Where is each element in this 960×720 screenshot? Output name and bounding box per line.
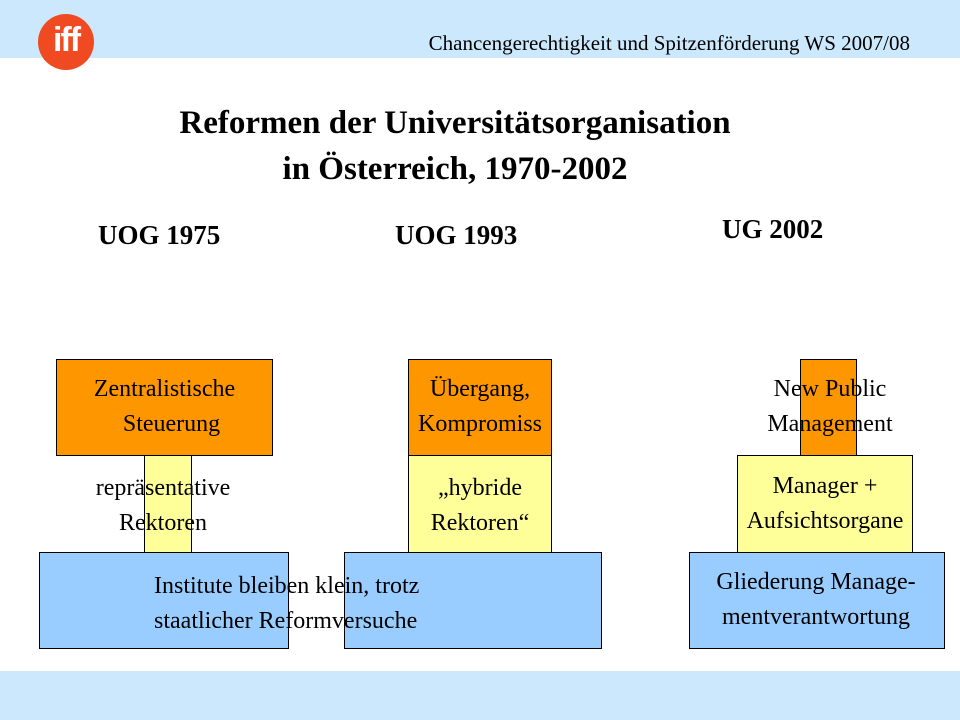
uog1993-middle-line-1: „hybride bbox=[438, 475, 522, 501]
logo-text: iff bbox=[52, 21, 80, 59]
label-uog-1993: UOG 1993 bbox=[395, 220, 518, 250]
uog1975-middle-text bbox=[38, 471, 288, 541]
uog1993-top-line-2: Kompromiss bbox=[417, 411, 542, 437]
ug2002-top-text bbox=[720, 372, 940, 442]
ug2002-middle-line-2: Aufsichtsorgane bbox=[746, 508, 904, 534]
iff-logo bbox=[38, 14, 94, 70]
title-line-1: Reformen der Universitätsorganisation bbox=[179, 105, 731, 141]
ug2002-middle-line-1: Manager + bbox=[772, 473, 878, 499]
uog1975-bottom-line-2: staatlicher Reformversuche bbox=[154, 608, 418, 634]
course-title: Chancengerechtigkeit und Spitzenförderung WS 2007/08 bbox=[428, 31, 910, 55]
uog1975-top-line-1: Zentralistische bbox=[93, 376, 236, 402]
uog1993-middle-line-2: Rektoren“ bbox=[430, 510, 530, 536]
uog1975-bottom-text bbox=[154, 569, 419, 639]
label-ug-2002: UG 2002 bbox=[722, 214, 824, 244]
label-uog-1975: UOG 1975 bbox=[98, 220, 221, 250]
ug2002-top-line-2: Management bbox=[767, 411, 893, 437]
uog1975-middle-line-2: Rektoren bbox=[119, 510, 207, 536]
ug2002-bottom-line-2: mentverantwortung bbox=[722, 604, 910, 630]
uog1975-bottom-line-1: Institute bleiben klein, trotz bbox=[154, 573, 420, 599]
uog1975-middle-line-1: repräsentative bbox=[95, 475, 231, 501]
footer-band bbox=[0, 671, 960, 720]
title-line-2: in Österreich, 1970-2002 bbox=[282, 151, 628, 187]
uog1993-top-line-1: Übergang, bbox=[429, 376, 531, 402]
uog1975-top-text bbox=[56, 372, 273, 442]
uog1993-middle-text bbox=[408, 471, 552, 541]
uog1975-top-line-2: Steuerung bbox=[122, 411, 221, 437]
ug2002-middle-text bbox=[712, 469, 938, 539]
ug2002-bottom-line-1: Gliederung Manage- bbox=[716, 569, 916, 595]
uog1993-top-text bbox=[380, 372, 580, 442]
slide-title bbox=[100, 100, 810, 192]
ug2002-bottom-text bbox=[681, 565, 951, 635]
ug2002-top-line-1: New Public bbox=[773, 376, 887, 402]
